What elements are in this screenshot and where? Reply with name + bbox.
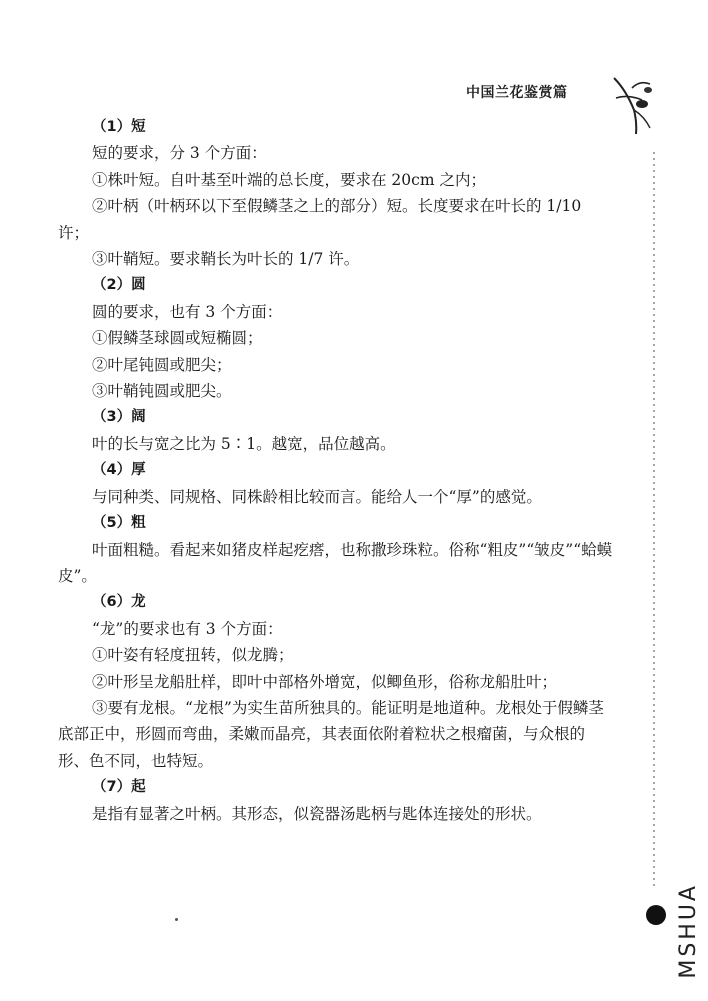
- paragraph: ②叶尾钝圆或肥尖；: [92, 355, 232, 374]
- paragraph: ②叶柄（叶柄环以下至假鳞茎之上的部分）短。长度要求在叶长的 1/10 许；: [58, 197, 582, 242]
- page-marker-dot: [646, 905, 666, 925]
- paragraph: 叶面粗糙。看起来如猪皮样起疙瘩，也称撒珍珠粒。俗称“粗皮”“皱皮”“蛤蟆皮”。: [58, 540, 613, 585]
- paragraph: 是指有显著之叶柄。其形态，似瓷器汤匙柄与匙体连接处的形状。: [92, 804, 542, 823]
- section-heading: （1）短: [92, 119, 146, 135]
- watermark-text: MSHUA: [676, 883, 701, 979]
- stray-dot: [175, 918, 178, 921]
- paragraph: ③要有龙根。“龙根”为实生苗所独具的。能证明是地道种。龙根处于假鳞茎底部正中，形圆而弯曲，柔嫩而晶亮，其表面依附着粒状之根瘤菌，与众根的形、色不同，也特短。: [58, 698, 604, 770]
- paragraph: ①假鳞茎球圆或短椭圆；: [92, 329, 263, 348]
- paragraph: ①叶姿有轻度扭转，似龙腾；: [92, 646, 294, 665]
- section-heading: （3）阔: [92, 409, 146, 426]
- header-title: 中国兰花鉴赏篇: [466, 85, 568, 101]
- body-text: [58, 114, 614, 827]
- paragraph: 叶的长与宽之比为 5∶1。越宽，品位越高。: [92, 434, 396, 453]
- paragraph: 短的要求，分 3 个方面：: [92, 144, 267, 163]
- paragraph: 与同种类、同规格、同株龄相比较而言。能给人一个“厚”的感觉。: [92, 487, 542, 506]
- paragraph: ②叶形呈龙船肚样，即叶中部格外增宽，似鲫鱼形，俗称龙船肚叶；: [92, 672, 558, 691]
- section-heading: （5）粗: [92, 515, 146, 532]
- paragraph: ①株叶短。自叶基至叶端的总长度，要求在 20cm 之内；: [92, 170, 486, 189]
- margin-dotted-rule: [652, 150, 656, 890]
- paragraph: ③叶鞘钝圆或肥尖。: [92, 382, 232, 401]
- paragraph: ③叶鞘短。要求鞘长为叶长的 1/7 许。: [92, 250, 360, 269]
- section-heading: （4）厚: [92, 462, 146, 479]
- section-heading: （6）龙: [92, 594, 146, 611]
- section-heading: （2）圆: [92, 277, 146, 294]
- section-heading: （7）起: [92, 779, 146, 796]
- paragraph: “龙”的要求也有 3 个方面：: [92, 619, 283, 638]
- paragraph: 圆的要求，也有 3 个方面：: [92, 302, 283, 321]
